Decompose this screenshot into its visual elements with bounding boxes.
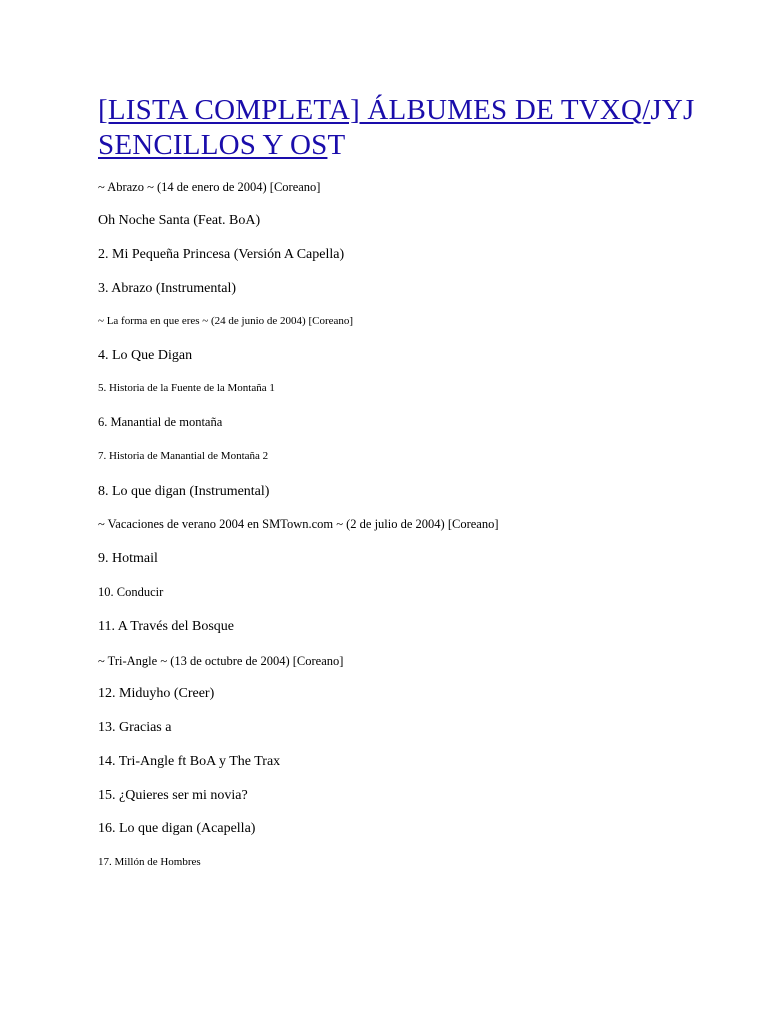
album-header: ~ Tri-Angle ~ (13 de octubre de 2004) [Coreano] [98, 654, 344, 668]
track-line: 12. Miduyho (Creer) [98, 686, 215, 701]
track-line: 2. Mi Pequeña Princesa (Versión A Capella) [98, 247, 345, 262]
title-link-line2[interactable]: SENCILLOS Y OS [98, 129, 328, 161]
track-line: 8. Lo que digan (Instrumental) [98, 484, 270, 499]
track-line: 6. Manantial de montaña [98, 415, 223, 429]
track-line: 7. Historia de Manantial de Montaña 2 [98, 450, 269, 462]
track-line: 9. Hotmail [98, 551, 158, 566]
album-header: ~ Vacaciones de verano 2004 en SMTown.com ~ (2 de julio de 2004) [Coreano] [98, 517, 499, 531]
track-line: 10. Conducir [98, 585, 164, 599]
title-tail: JYJ [650, 94, 695, 126]
album-header: ~ La forma en que eres ~ (24 de junio de 2004) [Coreano] [98, 315, 354, 327]
track-line: 4. Lo Que Digan [98, 348, 193, 363]
album-header: ~ Abrazo ~ (14 de enero de 2004) [Coreano] [98, 180, 321, 194]
track-line: 14. Tri-Angle ft BoA y The Trax [98, 754, 281, 769]
track-line: 17. Millón de Hombres [98, 856, 201, 868]
track-line: 3. Abrazo (Instrumental) [98, 281, 237, 296]
title-link[interactable]: [LISTA COMPLETA] ÁLBUMES DE TVXQ/ [98, 94, 651, 126]
title-tail-line2: T [327, 129, 346, 161]
document-title [98, 93, 718, 163]
track-line: 13. Gracias a [98, 720, 172, 735]
track-line: Oh Noche Santa (Feat. BoA) [98, 213, 261, 228]
track-line: 15. ¿Quieres ser mi novia? [98, 788, 248, 803]
track-line: 11. A Través del Bosque [98, 619, 234, 634]
track-line: 16. Lo que digan (Acapella) [98, 821, 256, 836]
track-line: 5. Historia de la Fuente de la Montaña 1 [98, 382, 275, 394]
